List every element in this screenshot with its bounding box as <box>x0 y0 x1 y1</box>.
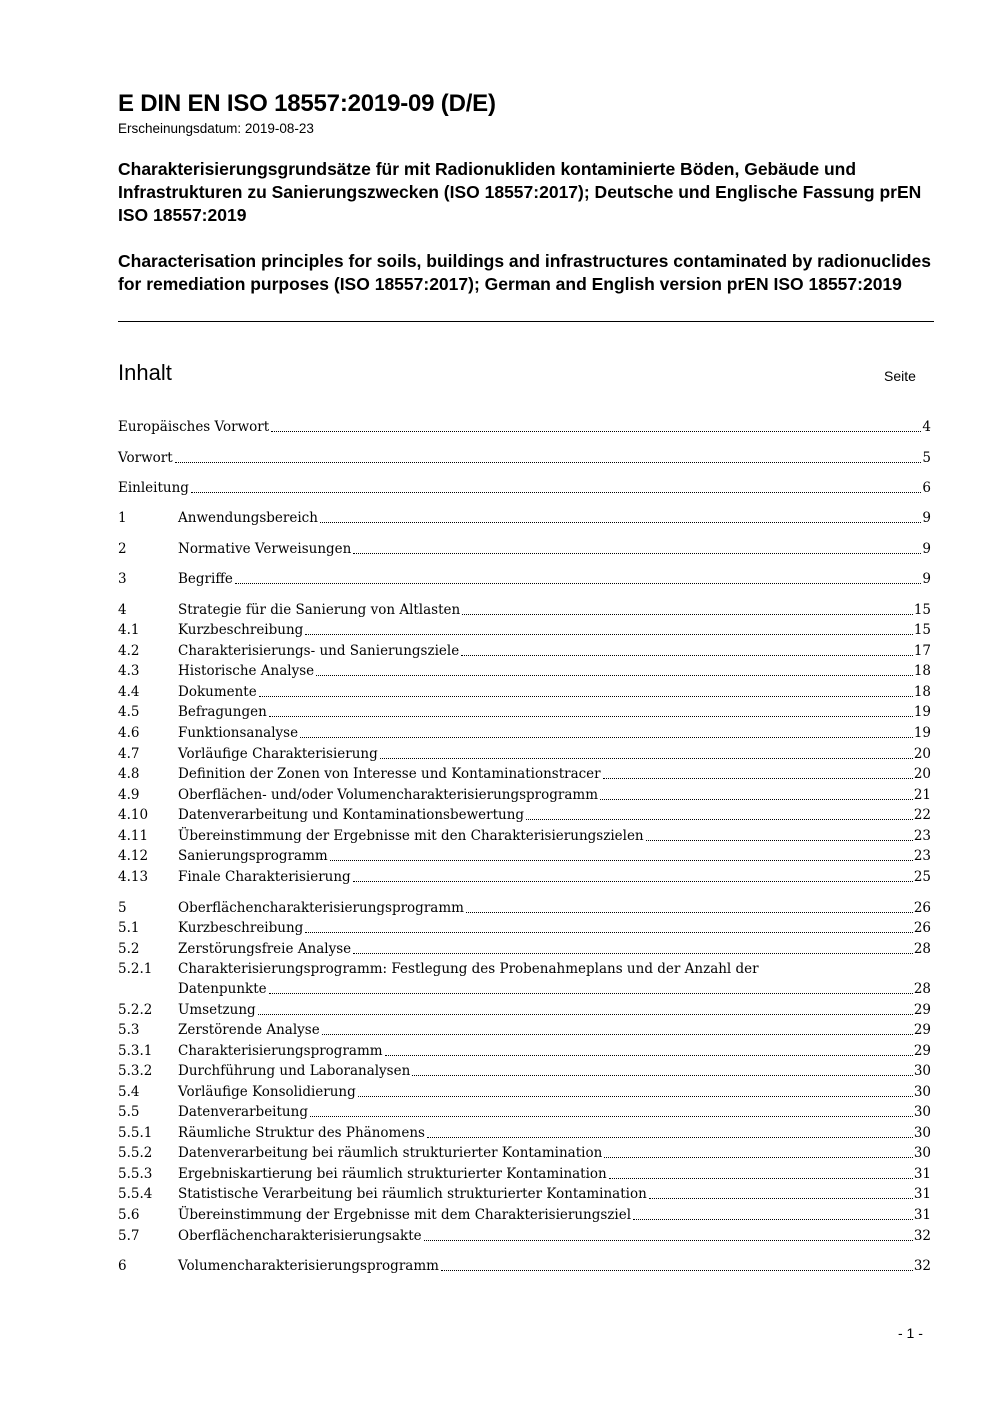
toc-leader-dots <box>305 633 913 635</box>
toc-entry-page: 29 <box>913 1022 931 1038</box>
toc-entry-number: 5.1 <box>118 920 140 936</box>
toc-entry[interactable] <box>118 508 931 528</box>
toc-entry-page: 9 <box>922 571 931 587</box>
toc-entry-number: 5.3.1 <box>118 1043 153 1059</box>
toc-leader-dots <box>300 736 913 738</box>
toc-entry-page: 23 <box>913 828 931 844</box>
toc-entry-page: 21 <box>913 787 931 803</box>
toc-entry-number: 4.2 <box>118 643 140 659</box>
toc-entry-title: Zerstörungsfreie Analyse <box>178 941 352 957</box>
toc-entry-page: 26 <box>913 900 931 916</box>
toc-leader-dots <box>600 798 913 800</box>
toc-entry-number: 5.5.4 <box>118 1186 153 1202</box>
toc-leader-dots <box>380 757 913 759</box>
toc-leader-dots <box>441 1269 913 1271</box>
toc-entry-page: 6 <box>922 480 931 496</box>
toc-entry-page: 31 <box>913 1166 931 1182</box>
toc-entry-number: 5.2.1 <box>118 961 153 977</box>
toc-entry[interactable] <box>118 1041 931 1061</box>
toc-entry-number: 4.1 <box>118 622 140 638</box>
toc-entry[interactable] <box>118 1000 931 1020</box>
toc-entry[interactable] <box>118 1061 931 1081</box>
toc-entry-title: Räumliche Struktur des Phänomens <box>178 1125 425 1141</box>
toc-leader-dots <box>305 931 913 933</box>
toc-entry-number: 4.7 <box>118 746 140 762</box>
toc-entry[interactable] <box>118 959 931 999</box>
toc-entry-title: Funktionsanalyse <box>178 725 299 741</box>
toc-entry-title: Volumencharakterisierungsprogramm <box>178 1258 439 1274</box>
toc-entry-number: 4.8 <box>118 766 140 782</box>
toc-entry-title: Dokumente <box>178 684 257 700</box>
toc-leader-dots <box>353 952 913 954</box>
toc-entry-number: 5.5.2 <box>118 1145 153 1161</box>
title-german: Charakterisierungsgrundsätze für mit Radionukliden kontaminierte Böden, Gebäude und Infrastrukturen zu Sanierungszwecken (ISO 18557:2017); Deutsche und Englische Fassung prEN ISO 18557:2019 <box>118 159 922 225</box>
toc-entry[interactable] <box>118 569 931 589</box>
toc-entry[interactable] <box>118 682 931 702</box>
toc-leader-dots <box>330 859 913 861</box>
toc-entry-page: 19 <box>913 725 931 741</box>
toc-entry-number: 4.11 <box>118 828 149 844</box>
toc-entry-page: 28 <box>913 981 931 997</box>
toc-leader-dots <box>269 992 913 994</box>
toc-entry-number: 5.5.3 <box>118 1166 153 1182</box>
toc-leader-dots <box>649 1197 913 1199</box>
toc-entry[interactable] <box>118 826 931 846</box>
toc-entry-title-continuation <box>178 979 931 999</box>
toc-entry-number: 2 <box>118 541 127 557</box>
toc-entry[interactable] <box>118 417 931 437</box>
toc-entry-title: Kurzbeschreibung <box>178 920 304 936</box>
toc-entry-page: 18 <box>913 663 931 679</box>
toc-leader-dots <box>466 911 913 913</box>
toc-leader-dots <box>269 715 913 717</box>
toc-entry-page: 15 <box>913 622 931 638</box>
toc-entry[interactable] <box>118 1205 931 1225</box>
toc-entry-number: 4.10 <box>118 807 149 823</box>
toc-leader-dots <box>462 613 913 615</box>
toc-entry-title: Datenverarbeitung <box>178 1104 308 1120</box>
toc-entry-page: 18 <box>913 684 931 700</box>
toc-leader-dots <box>646 839 913 841</box>
toc-entry-page: 26 <box>913 920 931 936</box>
toc-entry[interactable] <box>118 805 931 825</box>
toc-entry-title: Vorläufige Konsolidierung <box>178 1084 356 1100</box>
toc-entry-number: 5.5 <box>118 1104 140 1120</box>
toc-entry-number: 5.6 <box>118 1207 140 1223</box>
toc-leader-dots <box>258 1013 913 1015</box>
toc-entry-number: 4.4 <box>118 684 140 700</box>
toc-entry[interactable] <box>118 1143 931 1163</box>
toc-entry-number: 5 <box>118 900 127 916</box>
toc-leader-dots <box>322 1033 913 1035</box>
document-id: E DIN EN ISO 18557:2019-09 (D/E) <box>118 90 496 117</box>
toc-entry[interactable] <box>118 744 931 764</box>
toc-entry-number: 5.5.1 <box>118 1125 153 1141</box>
toc-entry-title: Vorläufige Charakterisierung <box>178 746 378 762</box>
toc-leader-dots <box>353 552 921 554</box>
toc-entry[interactable] <box>118 898 931 918</box>
toc-leader-dots <box>259 695 913 697</box>
toc-entry-page: 22 <box>913 807 931 823</box>
toc-entry-page: 30 <box>913 1063 931 1079</box>
toc-entry-page: 23 <box>913 848 931 864</box>
toc-entry[interactable] <box>118 539 931 559</box>
toc-entry-page: 29 <box>913 1043 931 1059</box>
toc-entry[interactable] <box>118 448 931 468</box>
toc-entry-title: Durchführung und Laboranalysen <box>178 1063 411 1079</box>
toc-entry[interactable] <box>118 1020 931 1040</box>
toc-leader-dots <box>320 521 921 523</box>
toc-leader-dots <box>604 1156 913 1158</box>
toc-entry[interactable] <box>118 478 931 498</box>
toc-entry-number: 4.6 <box>118 725 140 741</box>
toc-leader-dots <box>633 1218 913 1220</box>
toc-entry-page: 32 <box>913 1258 931 1274</box>
toc-entry-title: Normative Verweisungen <box>178 541 352 557</box>
toc-entry-title: Oberflächencharakterisierungsakte <box>178 1228 422 1244</box>
header-divider <box>118 321 934 322</box>
toc-entry-number: 4 <box>118 602 127 618</box>
toc-entry-page: 4 <box>922 419 931 435</box>
toc-leader-dots <box>424 1239 913 1241</box>
toc-entry[interactable] <box>118 702 931 722</box>
toc-entry-number: 4.12 <box>118 848 149 864</box>
toc-entry-title: Finale Charakterisierung <box>178 869 351 885</box>
toc-entry-number: 5.3 <box>118 1022 140 1038</box>
toc-entry-page: 19 <box>913 704 931 720</box>
toc-entry[interactable] <box>118 661 931 681</box>
toc-entry[interactable] <box>118 785 931 805</box>
toc-entry[interactable] <box>118 1164 931 1184</box>
toc-entry-title: Kurzbeschreibung <box>178 622 304 638</box>
toc-entry-page: 30 <box>913 1084 931 1100</box>
toc-leader-dots <box>175 461 922 463</box>
toc-entry-title: Umsetzung <box>178 1002 256 1018</box>
toc-leader-dots <box>271 430 921 432</box>
toc-entry-title: Oberflächen- und/oder Volumencharakterisierungsprogramm <box>178 787 599 803</box>
toc-entry-title: Charakterisierungs- und Sanierungsziele <box>178 643 460 659</box>
toc-leader-dots <box>310 1115 913 1117</box>
toc-entry[interactable] <box>118 1256 931 1276</box>
toc-entry[interactable] <box>118 846 931 866</box>
toc-entry-title: Datenverarbeitung bei räumlich strukturierter Kontamination <box>178 1145 603 1161</box>
toc-entry-title: Einleitung <box>118 480 189 496</box>
toc-leader-dots <box>353 880 913 882</box>
toc-entry-page: 17 <box>913 643 931 659</box>
toc-entry-page: 30 <box>913 1145 931 1161</box>
toc-entry-title: Europäisches Vorwort <box>118 419 270 435</box>
toc-entry[interactable] <box>118 1226 931 1246</box>
toc-heading: Inhalt <box>118 360 172 385</box>
toc-leader-dots <box>235 582 922 584</box>
toc-entry-page: 30 <box>913 1125 931 1141</box>
toc-leader-dots <box>526 818 913 820</box>
toc-entry-title: Statistische Verarbeitung bei räumlich strukturierter Kontamination <box>178 1186 647 1202</box>
toc-leader-dots <box>412 1074 913 1076</box>
toc-leader-dots <box>358 1095 913 1097</box>
toc-entry[interactable] <box>118 1082 931 1102</box>
toc-entry-title: Übereinstimmung der Ergebnisse mit dem Charakterisierungsziel <box>178 1207 632 1223</box>
toc-entry-number: 4.3 <box>118 663 140 679</box>
toc-entry-page: 20 <box>913 746 931 762</box>
toc-entry-number: 4.9 <box>118 787 140 803</box>
toc-entry-page: 29 <box>913 1002 931 1018</box>
toc-entry-number: 5.3.2 <box>118 1063 153 1079</box>
toc-entry-title: Datenverarbeitung und Kontaminationsbewertung <box>178 807 525 823</box>
toc-leader-dots <box>316 674 913 676</box>
toc-entry[interactable] <box>118 1184 931 1204</box>
toc-entry[interactable] <box>118 641 931 661</box>
toc-entry-title: Charakterisierungsprogramm <box>178 1043 383 1059</box>
toc-leader-dots <box>603 777 913 779</box>
toc-entry-title: Historische Analyse <box>178 663 315 679</box>
toc-entry[interactable] <box>118 1123 931 1143</box>
publication-date: Erscheinungsdatum: 2019-08-23 <box>118 121 314 136</box>
toc-entry-title: Zerstörende Analyse <box>178 1022 320 1038</box>
toc-entry-number: 5.7 <box>118 1228 140 1244</box>
toc-entry-title: Ergebniskartierung bei räumlich strukturierter Kontamination <box>178 1166 607 1182</box>
toc-entry-page: 28 <box>913 941 931 957</box>
toc-entry[interactable] <box>118 939 931 959</box>
toc-entry-number: 4.5 <box>118 704 140 720</box>
toc-entry-number: 5.4 <box>118 1084 140 1100</box>
toc-entry[interactable] <box>118 867 931 887</box>
toc-entry-page: 31 <box>913 1186 931 1202</box>
toc-leader-dots <box>609 1177 913 1179</box>
toc-entry-page: 20 <box>913 766 931 782</box>
toc-entry-title: Vorwort <box>118 450 173 466</box>
toc-entry[interactable] <box>118 723 931 743</box>
toc-entry-page: 9 <box>922 510 931 526</box>
toc-entry-title: Sanierungsprogramm <box>178 848 328 864</box>
toc-entry[interactable] <box>118 600 931 620</box>
page-number: - 1 - <box>898 1325 923 1341</box>
toc-entry-page: 30 <box>913 1104 931 1120</box>
toc-entry-page: 9 <box>922 541 931 557</box>
toc-entry[interactable] <box>118 764 931 784</box>
toc-entry-title: Datenpunkte <box>178 981 267 997</box>
toc-entry-title: Oberflächencharakterisierungsprogramm <box>178 900 464 916</box>
toc-entry[interactable] <box>118 620 931 640</box>
toc-leader-dots <box>191 491 921 493</box>
toc-entry[interactable] <box>118 1102 931 1122</box>
toc-entry-page: 15 <box>913 602 931 618</box>
toc-leader-dots <box>461 654 913 656</box>
toc-page-label: Seite <box>884 368 916 384</box>
toc-leader-dots <box>385 1054 913 1056</box>
toc-entry-title: Anwendungsbereich <box>178 510 318 526</box>
toc-entry-title-wrap <box>178 959 931 999</box>
toc-entry-title: Charakterisierungsprogramm: Festlegung des Probenahmeplans und der Anzahl der <box>178 961 759 977</box>
toc-entry-number: 5.2.2 <box>118 1002 153 1018</box>
toc-entry[interactable] <box>118 918 931 938</box>
toc-entry-page: 5 <box>922 450 931 466</box>
toc-entry-title: Definition der Zonen von Interesse und Kontaminationstracer <box>178 766 601 782</box>
toc-entry-title: Übereinstimmung der Ergebnisse mit den Charakterisierungszielen <box>178 828 644 844</box>
toc-leader-dots <box>427 1136 913 1138</box>
toc-entry-title: Begriffe <box>178 571 233 587</box>
toc-entry-page: 25 <box>913 869 931 885</box>
toc-entry-number: 1 <box>118 510 127 526</box>
toc-entry-number: 3 <box>118 571 127 587</box>
toc-entry-page: 32 <box>913 1228 931 1244</box>
toc-entry-number: 5.2 <box>118 941 140 957</box>
toc-entry-title: Strategie für die Sanierung von Altlasten <box>178 602 461 618</box>
toc-entry-number: 6 <box>118 1258 127 1274</box>
toc-entry-title: Befragungen <box>178 704 267 720</box>
title-english: Characterisation principles for soils, buildings and infrastructures contaminated by radionuclides for remediation purposes (ISO 18557:2017); German and English version prEN ISO 18557:2019 <box>118 251 931 294</box>
toc-entry-page: 31 <box>913 1207 931 1223</box>
toc-entry-number: 4.13 <box>118 869 149 885</box>
